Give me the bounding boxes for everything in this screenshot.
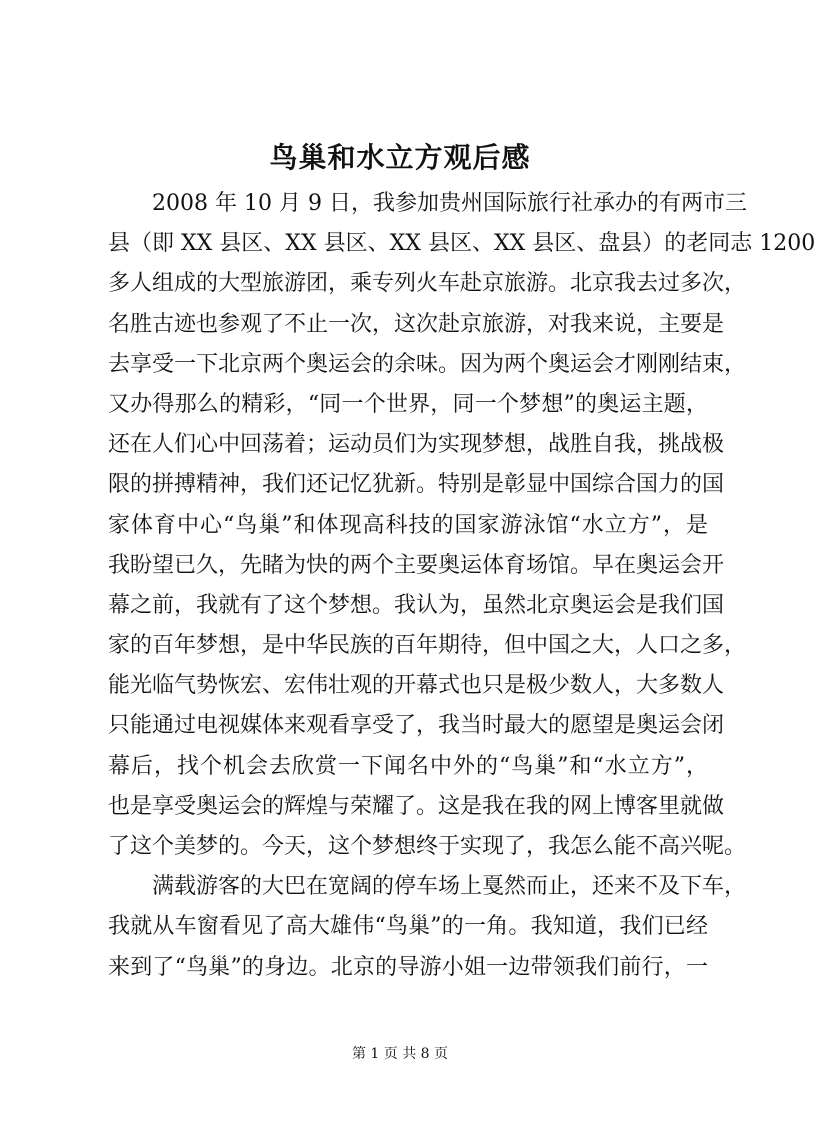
paragraph-line: 幕后，找个机会去欣赏一下闻名中外的“鸟巢”和“水立方”，	[108, 753, 708, 779]
paragraph-line: 来到了“鸟巢”的身边。北京的导游小姐一边带领我们前行，一	[108, 954, 708, 980]
paragraph-line: 名胜古迹也参观了不止一次，这次赴京旅游，对我来说，主要是	[108, 311, 725, 337]
paragraph-line: 只能通过电视媒体来观看享受了，我当时最大的愿望是奥运会闭	[108, 713, 725, 739]
paragraph-2	[108, 867, 747, 988]
paragraph-line: 我盼望已久，先睹为快的两个主要奥运体育场馆。早在奥运会开	[108, 552, 725, 578]
paragraph-1	[108, 184, 815, 867]
paragraph-line: 还在人们心中回荡着；运动员们为实现梦想，战胜自我，挑战极	[108, 432, 725, 458]
paragraph-line: 我就从车窗看见了高大雄伟“鸟巢”的一角。我知道，我们已经	[108, 914, 708, 940]
paragraph-line: 多人组成的大型旅游团，乘专列火车赴京旅游。北京我去过多次，	[108, 271, 747, 297]
paragraph-line: 县（即 XX 县区、XX 县区、XX 县区、XX 县区、盘县）的老同志 1200	[108, 231, 815, 257]
document-title: 鸟巢和水立方观后感	[269, 141, 531, 174]
paragraph-line: 能光临气势恢宏、宏伟壮观的开幕式也只是极少数人，大多数人	[108, 673, 725, 699]
paragraph-line: 2008 年 10 月 9 日，我参加贵州国际旅行社承办的有两市三	[152, 191, 747, 216]
paragraph-line: 去享受一下北京两个奥运会的余味。因为两个奥运会才刚刚结束，	[108, 351, 747, 377]
paragraph-line: 又办得那么的精彩，“同一个世界，同一个梦想”的奥运主题，	[108, 391, 708, 417]
paragraph-line: 家的百年梦想，是中华民族的百年期待，但中国之大，人口之多，	[108, 633, 747, 659]
paragraph-line: 家体育中心“鸟巢”和体现高科技的国家游泳馆“水立方”，是	[108, 512, 708, 538]
paragraph-line: 限的拼搏精神，我们还记忆犹新。特别是彰显中国综合国力的国	[108, 472, 725, 498]
page-number-footer: 第 1 页 共 8 页	[351, 1046, 449, 1062]
paragraph-line: 满载游客的大巴在宽阔的停车场上戛然而止，还来不及下车，	[152, 874, 747, 900]
document-body	[108, 184, 815, 988]
paragraph-line: 了这个美梦的。今天，这个梦想终于实现了，我怎么能不高兴呢。	[108, 834, 747, 859]
paragraph-line: 也是享受奥运会的辉煌与荣耀了。这是我在我的网上博客里就做	[108, 793, 725, 819]
paragraph-line: 幕之前，我就有了这个梦想。我认为，虽然北京奥运会是我们国	[108, 592, 725, 618]
